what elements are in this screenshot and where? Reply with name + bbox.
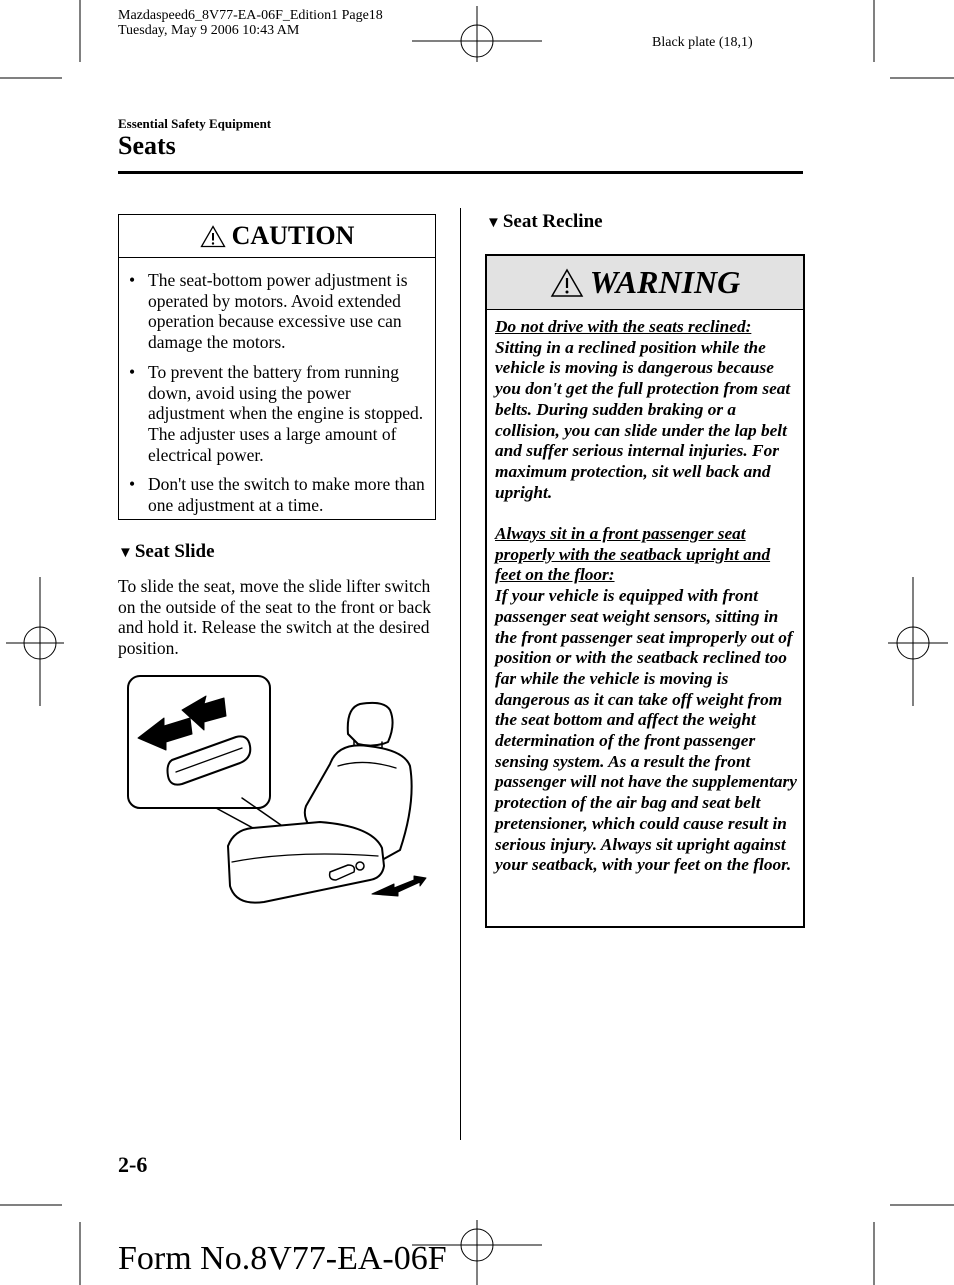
seat-slide-body: To slide the seat, move the slide lifter switch on the outside of the seat to the front or back and hold it. Release the switch at the desired position. bbox=[118, 576, 431, 659]
seat-recline-heading-text: Seat Recline bbox=[502, 211, 603, 232]
section-label: Essential Safety Equipment bbox=[118, 116, 272, 131]
caution-header bbox=[119, 215, 435, 258]
print-info-line2: Tuesday, May 9 2006 10:43 AM bbox=[118, 23, 300, 38]
triangle-marker-icon: ▼ bbox=[118, 545, 133, 561]
caution-item: • The seat-bottom power adjustment is operated by motors. Avoid extended operation because excessive use can damage the motors. bbox=[148, 270, 429, 353]
warning-p1-body: Sitting in a reclined position while the vehicle is moving is dangerous because you don't get the full protection from seat belts. During sudden braking or a collision, you can slide under the lap belt and suffer serious internal injuries. For maximum protection, sit well back and upright. bbox=[495, 337, 791, 502]
page-number: 2-6 bbox=[118, 1152, 148, 1177]
triangle-marker-icon: ▼ bbox=[486, 215, 501, 231]
warning-p1-title: Do not drive with the seats reclined: bbox=[495, 317, 752, 336]
caution-list bbox=[119, 258, 435, 516]
warning-triangle-icon bbox=[200, 225, 226, 248]
warning-p2-title: Always sit in a front passenger seat properly with the seatback upright and feet on the floor: bbox=[495, 524, 771, 585]
warning-p2-body: If your vehicle is equipped with front passenger seat weight sensors, sitting in the front passenger seat improperly out of position or with the seatback reclined too far while the vehicle is moving is dangerous as it can take off weight from the seat bottom and affect the weight determination of the front passenger sensing system. As a result the front passenger will not have the supplementary protection of the air bag and seat belt pretensioner, which could cause result in serious injury. Always sit upright against your seatback, with your feet on the floor. bbox=[495, 586, 797, 875]
seat-slide-heading-text: Seat Slide bbox=[134, 541, 215, 562]
caution-box bbox=[118, 214, 436, 520]
print-info bbox=[118, 8, 383, 38]
print-info-line1: Mazdaspeed6_8V77-EA-06F_Edition1 Page18 bbox=[118, 8, 383, 23]
caution-label: CAUTION bbox=[231, 221, 355, 250]
form-number: Form No.8V77-EA-06F bbox=[118, 1240, 447, 1277]
warning-triangle-icon bbox=[550, 268, 584, 298]
warning-body bbox=[487, 310, 803, 876]
warning-box bbox=[485, 254, 805, 928]
warning-header bbox=[487, 256, 803, 310]
seat-recline-heading bbox=[486, 211, 603, 233]
seat-slide-heading bbox=[118, 541, 215, 563]
page-title: Seats bbox=[118, 131, 176, 160]
caution-item: • To prevent the battery from running down, avoid using the power adjustment when the engine is stopped. The adjuster uses a large amount of electrical power. bbox=[148, 362, 429, 466]
plate-info: Black plate (18,1) bbox=[652, 35, 753, 50]
seat-slide-illustration bbox=[124, 672, 430, 908]
title-rule bbox=[118, 171, 803, 174]
caution-item: • Don't use the switch to make more than one adjustment at a time. bbox=[148, 474, 429, 515]
column-divider bbox=[460, 208, 461, 1140]
warning-label: WARNING bbox=[589, 264, 741, 300]
